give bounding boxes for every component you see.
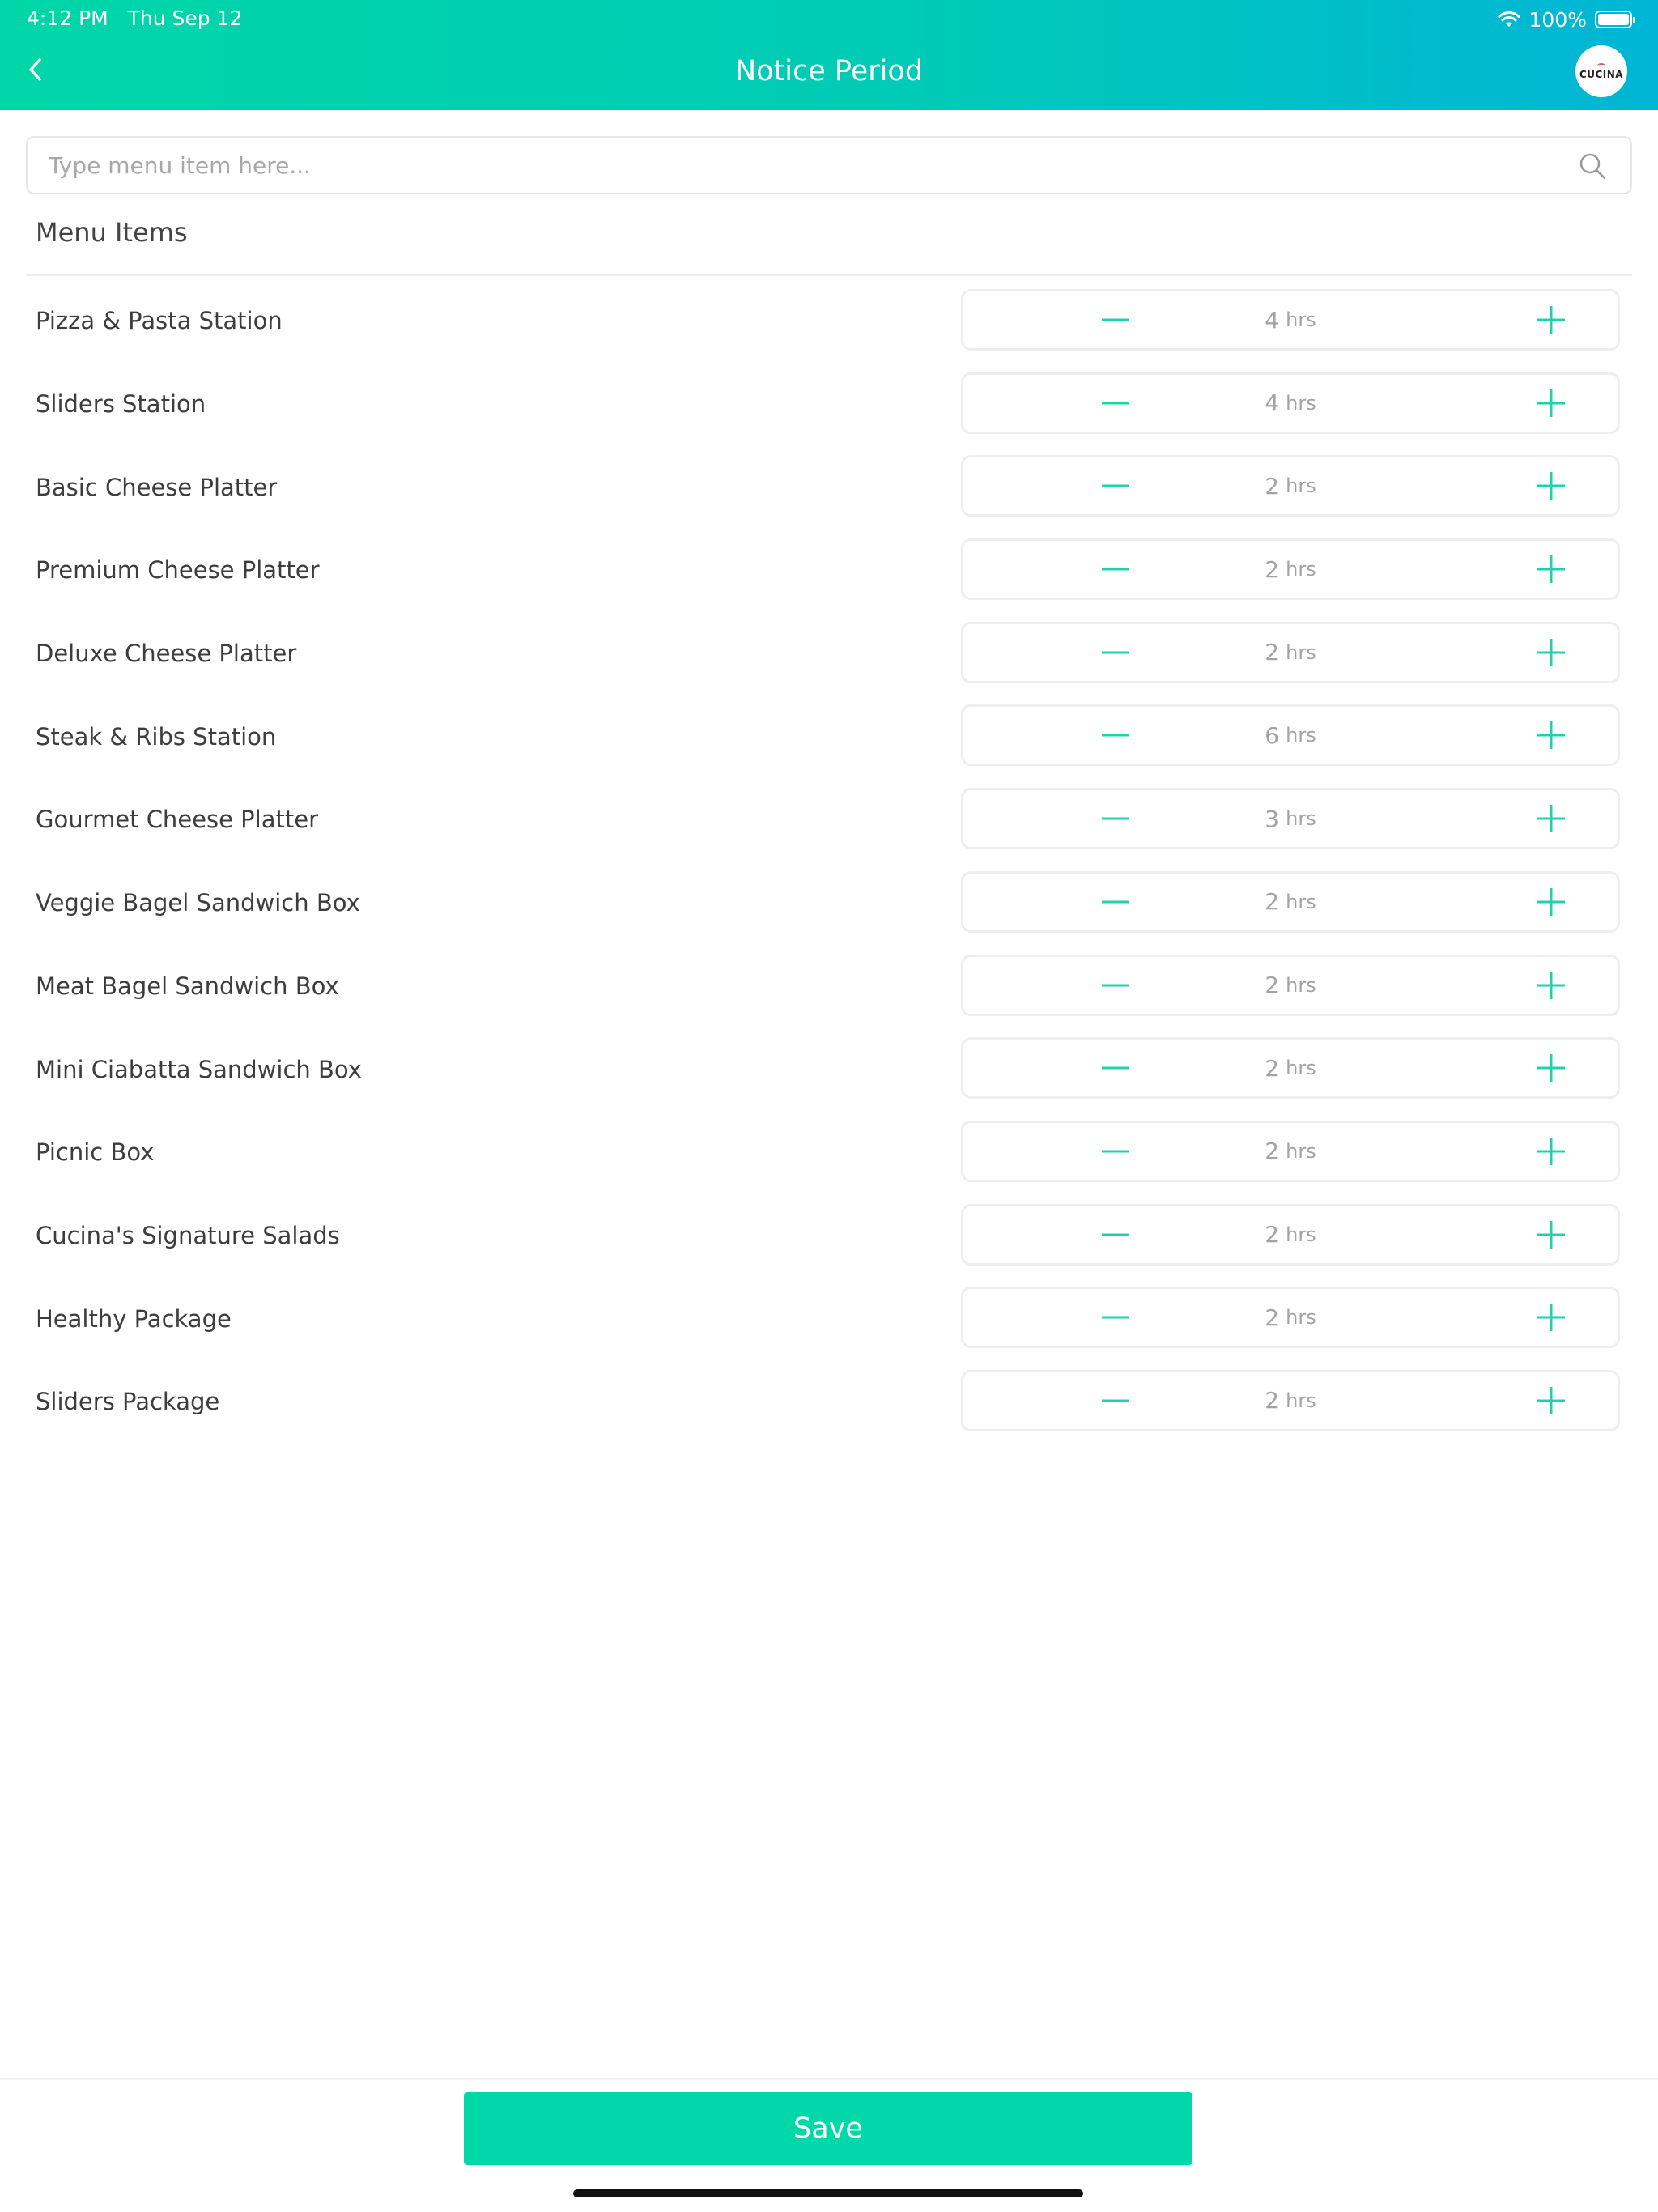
plus-icon (1535, 1219, 1567, 1251)
minus-icon (1099, 387, 1132, 419)
decrement-button[interactable] (1075, 291, 1156, 348)
plus-icon (1535, 969, 1567, 1002)
hours-number: 2 (1265, 555, 1280, 583)
hours-value (1206, 624, 1375, 681)
hours-number: 2 (1265, 972, 1280, 998)
list-item (0, 1194, 1658, 1278)
decrement-button[interactable] (1075, 457, 1156, 514)
hours-stepper (961, 1370, 1620, 1431)
increment-button[interactable] (1511, 541, 1592, 598)
minus-icon (1099, 1385, 1132, 1417)
list-item (0, 445, 1658, 529)
decrement-button[interactable] (1075, 790, 1156, 847)
hours-stepper (961, 622, 1620, 683)
hours-stepper (961, 704, 1620, 766)
hours-number: 2 (1265, 1304, 1280, 1331)
minus-icon (1099, 1052, 1132, 1084)
status-time: 4:12 PM Thu Sep 12 (27, 6, 243, 30)
plus-icon (1535, 719, 1567, 751)
hours-number: 3 (1265, 805, 1280, 832)
menu-items-list (0, 279, 1658, 1444)
hours-value (1206, 457, 1375, 514)
hours-value (1206, 291, 1375, 348)
plus-icon (1535, 886, 1567, 918)
hours-number: 6 (1265, 721, 1280, 749)
hours-number: 2 (1265, 888, 1280, 916)
menu-item-name: Veggie Bagel Sandwich Box (36, 889, 360, 917)
hours-value (1206, 707, 1375, 764)
logo-text: CUCINA (1579, 68, 1624, 80)
decrement-button[interactable] (1075, 375, 1156, 432)
menu-item-name: Steak & Ribs Station (36, 722, 277, 751)
list-item (0, 612, 1658, 696)
hours-number: 2 (1265, 639, 1280, 666)
hours-value (1206, 1206, 1375, 1263)
menu-item-name: Meat Bagel Sandwich Box (36, 972, 339, 1000)
increment-button[interactable] (1511, 874, 1592, 930)
brand-logo-avatar[interactable] (1575, 45, 1627, 97)
hours-value (1206, 790, 1375, 847)
list-item (0, 1111, 1658, 1194)
minus-icon (1099, 1135, 1132, 1168)
hours-stepper (961, 289, 1620, 351)
increment-button[interactable] (1511, 790, 1592, 847)
decrement-button[interactable] (1075, 1123, 1156, 1180)
increment-button[interactable] (1511, 624, 1592, 681)
minus-icon (1099, 636, 1132, 669)
menu-item-name: Deluxe Cheese Platter (36, 640, 297, 668)
decrement-button[interactable] (1075, 1289, 1156, 1346)
divider (26, 274, 1632, 276)
increment-button[interactable] (1511, 1206, 1592, 1263)
list-item (0, 279, 1658, 363)
home-indicator (573, 2189, 1083, 2197)
hours-unit: hrs (1286, 640, 1316, 664)
plus-icon (1535, 1385, 1567, 1417)
list-item (0, 861, 1658, 945)
app-header (0, 0, 1658, 110)
list-item (0, 945, 1658, 1028)
hours-unit: hrs (1286, 1223, 1316, 1246)
hours-number: 4 (1265, 389, 1280, 417)
hours-value (1206, 1123, 1375, 1180)
menu-item-name: Premium Cheese Platter (36, 556, 320, 585)
minus-icon (1099, 1301, 1132, 1334)
plus-icon (1535, 1052, 1567, 1084)
plus-icon (1535, 1135, 1567, 1168)
menu-item-name: Sliders Package (36, 1388, 220, 1416)
search-icon[interactable] (1577, 151, 1608, 181)
decrement-button[interactable] (1075, 707, 1156, 764)
hours-value (1206, 375, 1375, 432)
increment-button[interactable] (1511, 707, 1592, 764)
hours-unit: hrs (1286, 973, 1316, 997)
minus-icon (1099, 1219, 1132, 1251)
hours-stepper (961, 538, 1620, 600)
hours-stepper (961, 955, 1620, 1016)
hours-unit: hrs (1286, 1057, 1316, 1080)
increment-button[interactable] (1511, 375, 1592, 432)
hours-unit: hrs (1286, 807, 1316, 831)
hours-stepper (961, 1204, 1620, 1266)
minus-icon (1099, 470, 1132, 502)
search-bar (26, 136, 1632, 194)
hours-stepper (961, 1121, 1620, 1182)
hours-unit: hrs (1286, 308, 1316, 331)
minus-icon (1099, 553, 1132, 585)
decrement-button[interactable] (1075, 624, 1156, 681)
page-title: Notice Period (734, 55, 924, 87)
menu-item-name: Cucina's Signature Salads (36, 1221, 340, 1249)
increment-button[interactable] (1511, 957, 1592, 1014)
hours-unit: hrs (1286, 890, 1316, 913)
plus-icon (1535, 304, 1567, 336)
battery-icon (1595, 11, 1632, 28)
hours-value (1206, 1289, 1375, 1346)
minus-icon (1099, 802, 1132, 835)
decrement-button[interactable] (1075, 874, 1156, 930)
decrement-button[interactable] (1075, 957, 1156, 1014)
hours-stepper (961, 1287, 1620, 1348)
menu-item-name: Mini Ciabatta Sandwich Box (36, 1055, 362, 1083)
hours-value (1206, 1372, 1375, 1429)
decrement-button[interactable] (1075, 1206, 1156, 1263)
hours-unit: hrs (1286, 724, 1316, 747)
hours-unit: hrs (1286, 1389, 1316, 1412)
section-title: Menu Items (36, 217, 188, 248)
plus-icon (1535, 470, 1567, 502)
hours-unit: hrs (1286, 391, 1316, 415)
hours-value (1206, 874, 1375, 930)
hours-stepper (961, 788, 1620, 849)
hours-unit: hrs (1286, 558, 1316, 581)
hours-number: 2 (1265, 1054, 1280, 1082)
menu-item-name: Healthy Package (36, 1304, 232, 1333)
hours-unit: hrs (1286, 474, 1316, 498)
increment-button[interactable] (1511, 1289, 1592, 1346)
wifi-icon (1497, 10, 1521, 29)
hours-number: 2 (1265, 1221, 1280, 1249)
increment-button[interactable] (1511, 457, 1592, 514)
hours-number: 4 (1265, 306, 1280, 334)
list-item (0, 778, 1658, 861)
hours-stepper (961, 1037, 1620, 1099)
hours-value (1206, 541, 1375, 598)
hours-stepper (961, 372, 1620, 434)
minus-icon (1099, 719, 1132, 751)
plus-icon (1535, 636, 1567, 669)
decrement-button[interactable] (1075, 1372, 1156, 1429)
plus-icon (1535, 553, 1567, 585)
decrement-button[interactable] (1075, 1040, 1156, 1096)
list-item (0, 1360, 1658, 1444)
hours-unit: hrs (1286, 1306, 1316, 1329)
hours-unit: hrs (1286, 1139, 1316, 1163)
plus-icon (1535, 387, 1567, 419)
minus-icon (1099, 969, 1132, 1002)
plus-icon (1535, 802, 1567, 835)
menu-item-name: Picnic Box (36, 1138, 155, 1167)
menu-item-name: Basic Cheese Platter (36, 473, 278, 501)
list-item (0, 1027, 1658, 1111)
logo-mark (1597, 63, 1605, 68)
hours-number: 2 (1265, 1387, 1280, 1414)
hours-value (1206, 1040, 1375, 1096)
hours-stepper (961, 871, 1620, 933)
plus-icon (1535, 1301, 1567, 1334)
status-indicators (1497, 6, 1632, 32)
decrement-button[interactable] (1075, 541, 1156, 598)
increment-button[interactable] (1511, 291, 1592, 348)
battery-percent: 100% (1528, 7, 1587, 32)
list-item (0, 1277, 1658, 1360)
minus-icon (1099, 886, 1132, 918)
increment-button[interactable] (1511, 1372, 1592, 1429)
list-item (0, 529, 1658, 612)
menu-item-name: Sliders Station (36, 390, 206, 419)
search-input[interactable] (49, 138, 1571, 193)
menu-item-name: Gourmet Cheese Platter (36, 806, 318, 834)
save-button[interactable]: Save (464, 2092, 1192, 2165)
hours-number: 2 (1265, 472, 1280, 500)
increment-button[interactable] (1511, 1123, 1592, 1180)
hours-number: 2 (1265, 1138, 1280, 1165)
list-item (0, 363, 1658, 446)
list-item (0, 695, 1658, 778)
increment-button[interactable] (1511, 1040, 1592, 1096)
minus-icon (1099, 304, 1132, 336)
hours-value (1206, 957, 1375, 1014)
menu-item-name: Pizza & Pasta Station (36, 307, 283, 335)
hours-stepper (961, 455, 1620, 517)
